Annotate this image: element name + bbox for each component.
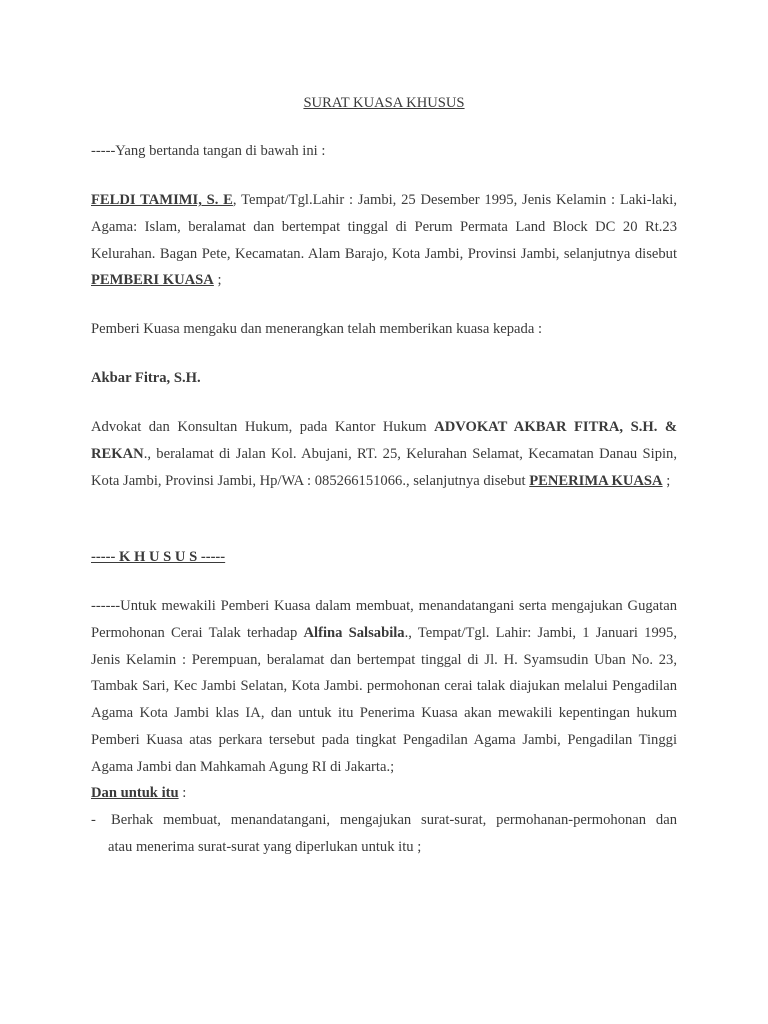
mandate-prefix: ------Untuk mewakili Pemberi Kuasa dalam membuat, menandatangani serta mengajukan Gugatan Permohonan Cerai Talak terhadap xyxy=(91,598,677,641)
section-heading: ----- K H U S U S ----- xyxy=(91,549,226,565)
attorney-role: PENERIMA KUASA xyxy=(529,472,663,489)
and-for-that-label: Dan untuk itu xyxy=(91,785,179,801)
document-title: SURAT KUASA KHUSUS xyxy=(303,95,465,111)
and-for-that-line xyxy=(91,780,677,807)
list-item-text xyxy=(108,807,677,861)
grantor-paragraph xyxy=(91,187,677,294)
attorney-prefix: Advokat dan Konsultan Hukum, pada Kantor Hukum xyxy=(91,419,435,435)
grantor-role: PEMBERI KUASA xyxy=(91,272,214,289)
grantor-name: FELDI TAMIMI, S. E xyxy=(91,192,233,208)
list-item-line-1: Berhak membuat, menandatangani, mengajukan surat-surat, permohanan-permohonan dan xyxy=(111,812,677,828)
attorney-paragraph xyxy=(91,414,677,494)
mandate-paragraph xyxy=(91,593,677,781)
and-for-that-colon: : xyxy=(178,785,187,801)
intro-line: -----Yang bertanda tangan di bawah ini : xyxy=(91,143,326,159)
list-item xyxy=(91,807,677,861)
attorney-details: ., beralamat di Jalan Kol. Abujani, RT. 25, Kelurahan Selamat, Kecamatan Danau Sipin, Kota Jambi, Provinsi Jambi, Hp/WA : 085266151066., selanjutnya disebut xyxy=(91,445,677,489)
statement-line: Pemberi Kuasa mengaku dan menerangkan telah memberikan kuasa kepada : xyxy=(91,321,543,337)
list-dash: - xyxy=(91,812,96,828)
attorney-end: ; xyxy=(662,472,671,489)
mandate-details: ., Tempat/Tgl. Lahir: Jambi, 1 Januari 1995, Jenis Kelamin : Perempuan, beralamat dan bertempat tinggal di Jl. H. Syamsudin Uban No. 23, Tambak Sari, Kec Jambi Selatan, Kota Jambi. permohonan cerai talak diajukan melalui Pengadilan Agama Kota Jambi klas IA, dan untuk itu Penerima Kuasa akan mewakili kepentingan hukum Pemberi Kuasa atas perkara tersebut pada tingkat Pengadilan Agama Jambi, Pengadilan Tinggi Agama Jambi dan Mahkamah Agung RI di Jakarta.; xyxy=(91,624,677,775)
grantor-details: , Tempat/Tgl.Lahir : Jambi, 25 Desember 1995, Jenis Kelamin : Laki-laki, Agama: Islam, beralamat dan bertempat tinggal di Perum Permata Land Block DC 20 Rt.23 Kelurahan. Bagan Pete, Kecamatan. Alam Barajo, Kota Jambi, Provinsi Jambi, selanjutnya disebut xyxy=(91,192,677,262)
attorney-firm: ADVOKAT AKBAR FITRA, S.H. & REKAN xyxy=(91,419,678,462)
respondent-name: Alfina Salsabila xyxy=(303,624,405,641)
list-item-line-2: atau menerima surat-surat yang diperlukan untuk itu ; xyxy=(108,838,422,855)
grantor-end: ; xyxy=(213,272,222,289)
attorney-name: Akbar Fitra, S.H. xyxy=(91,370,201,386)
